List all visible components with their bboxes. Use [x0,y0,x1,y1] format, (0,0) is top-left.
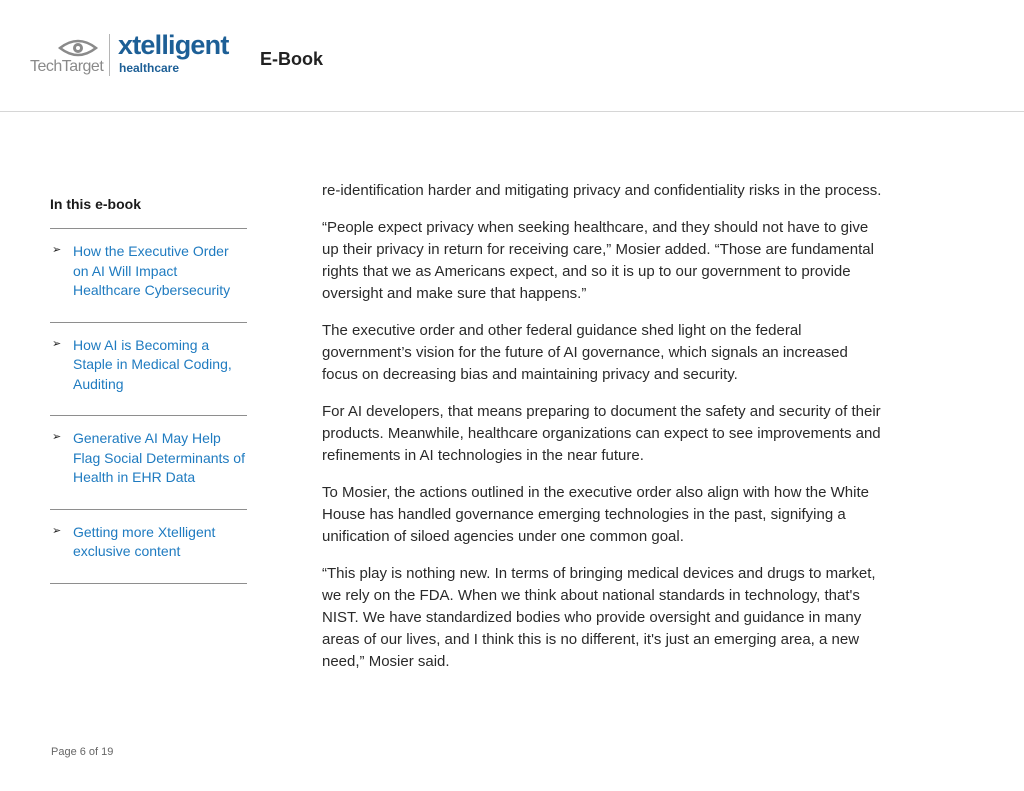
page-header [0,0,1024,112]
toc-link-generative-ai[interactable]: Generative AI May Help Flag Social Determinants of Health in EHR Data [73,430,245,485]
eye-icon [58,38,98,58]
toc-link-executive-order[interactable]: How the Executive Order on AI Will Impact Healthcare Cybersecurity [73,243,231,298]
arrow-bullet-icon: ➢ [52,431,62,443]
page-number: Page 6 of 19 [51,746,114,758]
toc-link-medical-coding[interactable]: How AI is Becoming a Staple in Medical Coding, Auditing [73,336,232,392]
techtarget-wordmark: TechTarget [30,58,104,75]
document-type-label: E-Book [260,49,323,69]
arrow-bullet-icon: ➢ [52,244,62,256]
logo-divider [109,34,110,76]
toc-link-exclusive-content[interactable]: Getting more Xtelligent exclusive content [73,523,216,559]
healthcare-wordmark: healthcare [119,61,180,75]
paragraph: “This play is nothing new. In terms of bringing medical devices and drugs to market, we rely on the FDA. When we think about national standards in technology, that's NIST. We have standardized bodies who provide oversight and guidance in many areas of our lives, and I think this is no different, it's just an emerging area, a new need,” Mosier said. [322,565,876,670]
paragraph: To Mosier, the actions outlined in the executive order also align with how the White House has handled governance emerging technologies in the past, signifying a unification of siloed agencies under one common goal. [322,484,869,545]
arrow-bullet-icon: ➢ [52,524,62,537]
toc-list [50,229,247,584]
paragraph: The executive order and other federal guidance shed light on the federal government’s vision for the future of AI governance, which signals an increased focus on decreasing bias and maintaining privacy and security. [322,322,848,383]
paragraph: For AI developers, that means preparing to document the safety and security of their products. Meanwhile, healthcare organizations can expect to see improvements and refinements in AI technologies in the near future. [322,403,881,464]
toc-item-generative-ai [50,416,247,510]
article-body [322,180,882,688]
toc-item-exclusive-content [50,510,247,584]
toc-title: In this e-book [50,196,247,229]
paragraph: “People expect privacy when seeking healthcare, and they should not have to give up their privacy in return for receiving care,” Mosier added. “Those are fundamental rights that we as Americans expect, and so it is up to our government to provide oversight and make sure that happens.” [322,219,874,302]
logo [30,30,230,80]
toc-item-executive-order [50,229,247,323]
table-of-contents [50,196,247,584]
toc-item-medical-coding [50,323,247,417]
xtelligent-wordmark: xtelligent [118,30,229,60]
arrow-bullet-icon: ➢ [52,337,62,350]
paragraph: re-identification harder and mitigating privacy and confidentiality risks in the process. [322,182,882,199]
